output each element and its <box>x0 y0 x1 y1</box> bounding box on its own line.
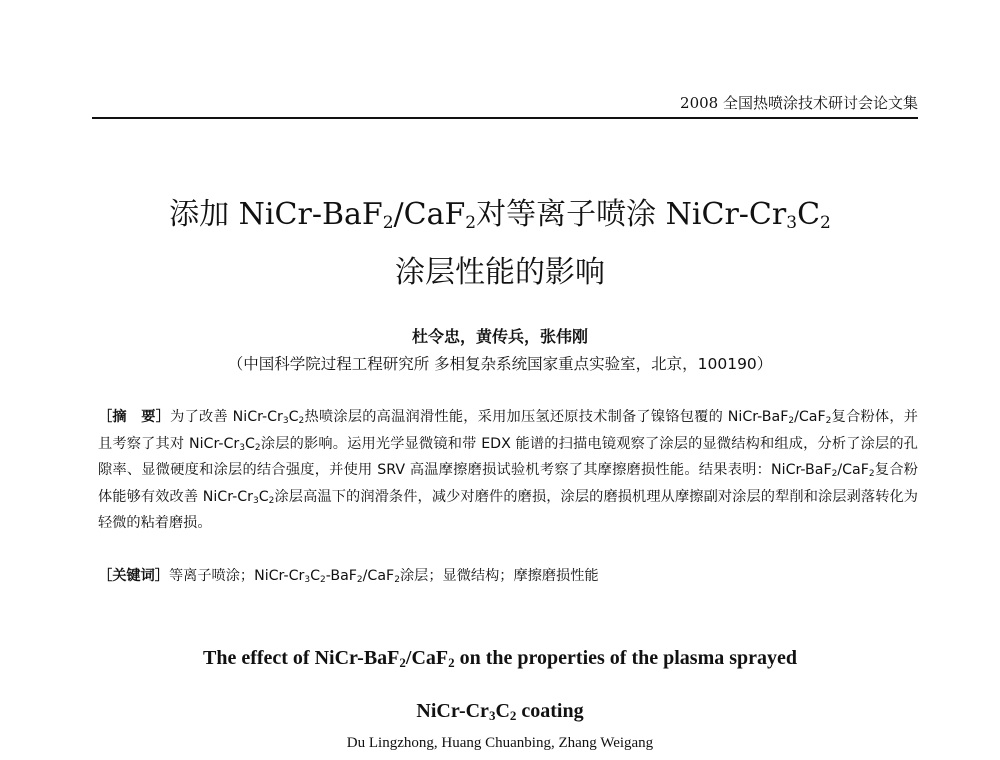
chinese-title-line-2: 涂层性能的影响 <box>395 255 605 290</box>
abstract: ［摘 要］为了改善 NiCr-$Cr_3C_2$热喷涂层的高温润滑性能，采用加压氢还原技术制备了镍铬包覆的 NiCr-BaF$_2$/CaF$_2$复合粉体，并且考察了其对 NiCr-$Cr_3C_2$涂层的影响。运用光学显微镜和带 EDX 能谱的扫描电镜观察了涂层的显微结构和组成，分析了涂层的孔隙率、显微硬度和涂层的结合强度，并使用 SRV 高温摩擦磨损试验机考察了其摩擦磨损性能。结果表明：NiCr-BaF$_2$/CaF$_2$复合粉体能够有效改善 NiCr-$Cr_3C_2$涂层高温下的润滑条件，减少对磨件的磨损，涂层的磨损机理从摩擦副对涂层的犁削和涂层剥落转化为轻微的粘着磨损。 <box>98 409 918 531</box>
english-title-line-1: The effect of NiCr-BaF$_2$/CaF$_2$ on the properties of the plasma sprayed <box>202 647 798 670</box>
keywords: ［关键词］等离子喷涂；NiCr-$Cr_3C_2-BaF_2/CaF_2$涂层；显微结构；摩擦磨损性能 <box>98 568 599 585</box>
chinese-title-line-1: 添加 NiCr-BaF$_2$/CaF$_2$对等离子喷涂 NiCr-$Cr_3C_2$ <box>169 197 831 233</box>
english-title <box>60 634 940 740</box>
running-header <box>92 92 918 119</box>
english-title-line-2: NiCr-$Cr_3C_2$ coating <box>416 700 584 723</box>
chinese-authors: 杜令忠，黄传兵，张伟刚 <box>411 327 588 346</box>
header-text: 2008 全国热喷涂技术研讨会论文集 <box>680 94 918 112</box>
english-authors: Du Lingzhong, Huang Chuanbing, Zhang Weigang <box>346 735 654 751</box>
keywords-label: ［关键词］ <box>98 568 169 584</box>
chinese-affiliation: （中国科学院过程工程研究所 多相复杂系统国家重点实验室，北京，100190） <box>227 355 773 373</box>
abstract-label: ［摘 要］ <box>98 409 171 425</box>
chinese-title <box>60 190 940 298</box>
